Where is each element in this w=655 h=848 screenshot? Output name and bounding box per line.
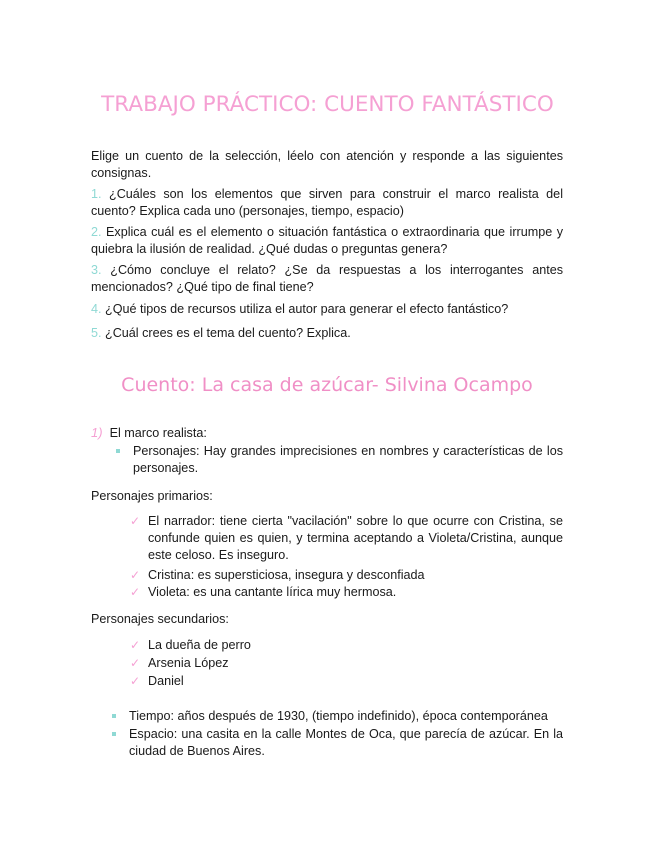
check-icon: ✓ (130, 638, 141, 652)
primario-item: El narrador: tiene cierta "vacilación" sobre lo que ocurre con Cristina, se confunde quien es quien, y termina aceptando a Violeta/Cristina, aunque este celoso. Es inseguro. (148, 514, 563, 562)
primario-item: Cristina: es supersticiosa, insegura y desconfiada (148, 568, 425, 582)
question-text: ¿Cómo concluye el relato? ¿Se da respuestas a los interrogantes antes mencionados? ¿Qué tipo de final tiene? (91, 263, 563, 294)
question-1 (91, 186, 563, 220)
question-4 (91, 301, 563, 318)
question-text: Explica cuál es el elemento o situación fantástica o extraordinaria que irrumpe y quiebra la ilusión de realidad. ¿Qué dudas o preguntas genera? (91, 225, 563, 256)
check-icon: ✓ (130, 585, 141, 599)
check-icon: ✓ (130, 674, 141, 688)
check-icon: ✓ (130, 656, 141, 670)
tiempo-bullet: Tiempo: años después de 1930, (tiempo indefinido), época contemporánea (129, 709, 548, 723)
question-number: 3. (91, 263, 102, 277)
question-5 (91, 325, 563, 342)
question-text: ¿Cuál crees es el tema del cuento? Explica. (105, 326, 351, 340)
intro-paragraph: Elige un cuento de la selección, léelo con atención y responde a las siguientes consignas. (91, 149, 563, 180)
check-icon: ✓ (130, 514, 141, 528)
question-text: ¿Cuáles son los elementos que sirven para construir el marco realista del cuento? Explica cada uno (personajes, tiempo, espacio) (91, 187, 563, 218)
story-heading: Cuento: La casa de azúcar- Silvina Ocampo (121, 374, 533, 396)
question-text: ¿Qué tipos de recursos utiliza el autor para generar el efecto fantástico? (105, 302, 509, 316)
square-bullet-icon (116, 449, 120, 453)
question-number: 4. (91, 302, 102, 316)
secundario-item: Arsenia López (148, 656, 229, 670)
square-bullet-icon (112, 714, 116, 718)
secundario-item: Daniel (148, 674, 184, 688)
section-number: 1) (91, 425, 103, 440)
personajes-bullet: Personajes: Hay grandes imprecisiones en nombres y características de los personajes. (133, 444, 563, 475)
espacio-bullet: Espacio: una casita en la calle Montes de Oca, que parecía de azúcar. En la ciudad de Buenos Aires. (129, 727, 563, 758)
square-bullet-icon (112, 732, 116, 736)
section-1-heading (91, 424, 207, 442)
check-icon: ✓ (130, 568, 141, 582)
question-number: 5. (91, 326, 102, 340)
question-number: 1. (91, 187, 102, 201)
question-3 (91, 262, 563, 296)
secundarios-label: Personajes secundarios: (91, 612, 229, 626)
section-label: El marco realista: (109, 426, 207, 440)
secundario-item: La dueña de perro (148, 638, 251, 652)
question-2 (91, 224, 563, 258)
primario-item: Violeta: es una cantante lírica muy hermosa. (148, 585, 397, 599)
question-number: 2. (91, 225, 102, 239)
page-title: TRABAJO PRÁCTICO: CUENTO FANTÁSTICO (101, 92, 554, 117)
primarios-label: Personajes primarios: (91, 489, 213, 503)
